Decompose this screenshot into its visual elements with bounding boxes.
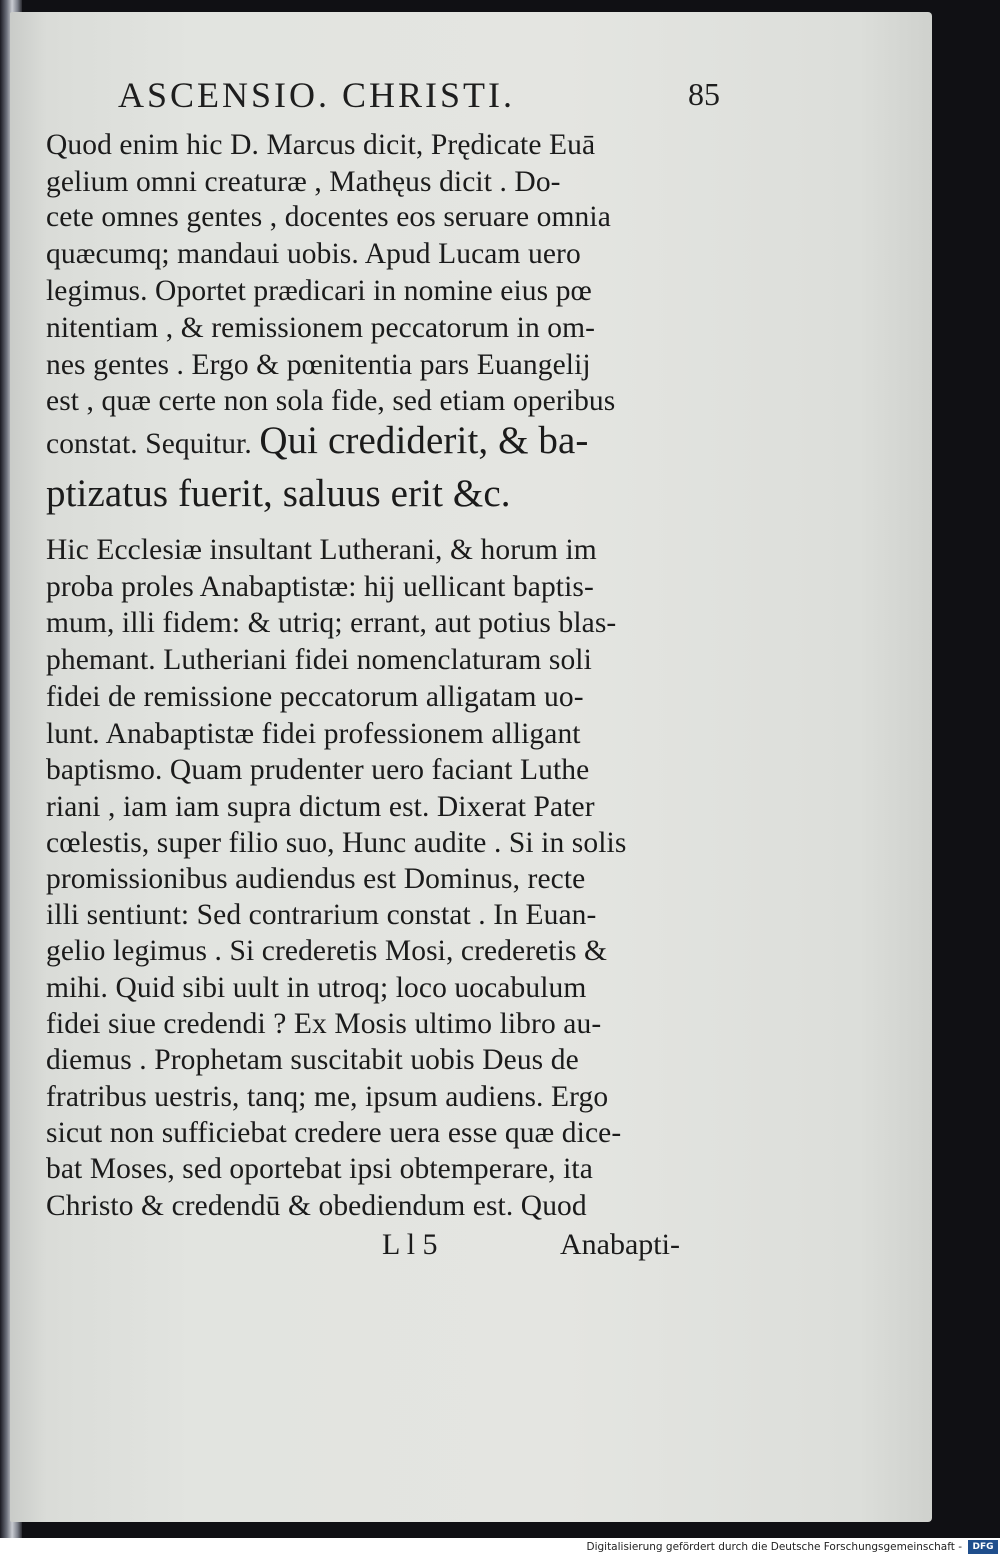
lemma-line xyxy=(46,419,589,462)
body-line-15: diemus . Prophetam suscitabit uobis Deus de xyxy=(46,1044,579,1076)
text-line-5: legimus. Oportet prædicari in nomine eius pœ xyxy=(46,275,592,307)
text-line-8: est , quæ certe non sola fide, sed etiam operibus xyxy=(46,385,616,417)
body-line-10: promissionibus audiendus est Dominus, recte xyxy=(46,863,586,895)
text-line-7: nes gentes . Ergo & pœnitentia pars Euangelij xyxy=(46,349,591,381)
body-line-2: proba proles Anabaptistæ: hij uellicant baptis- xyxy=(46,571,594,603)
body-line-17: sicut non sufficiebat credere uera esse quæ dice- xyxy=(46,1117,622,1149)
lemma-prefix: constat. Sequitur. xyxy=(46,428,252,460)
body-line-18: bat Moses, sed oportebat ipsi obtemperare, ita xyxy=(46,1153,593,1185)
text-line-4: quæcumq; mandaui uobis. Apud Lucam uero xyxy=(46,238,581,270)
body-line-14: fidei siue credendi ? Ex Mosis ultimo libro au- xyxy=(46,1008,602,1040)
dfg-logo: DFG xyxy=(968,1540,998,1554)
body-line-5: fidei de remissione peccatorum alligatam uo- xyxy=(46,681,584,713)
text-line-2: gelium omni creaturæ , Mathęus dicit . Do- xyxy=(46,166,561,198)
body-line-4: phemant. Lutheriani fidei nomenclaturam soli xyxy=(46,644,592,676)
footer-credit: Digitalisierung gefördert durch die Deutsche Forschungsgemeinschaft - xyxy=(586,1541,962,1553)
text-line-6: nitentiam , & remissionem peccatorum in om- xyxy=(46,312,596,344)
text-line-1: Quod enim hic D. Marcus dicit, Prędicate Euā xyxy=(46,129,596,161)
body-line-13: mihi. Quid sibi uult in utroq; loco uocabulum xyxy=(46,972,587,1004)
catchword: Anabapti- xyxy=(560,1228,680,1261)
lemma-text-start: Qui crediderit, & ba- xyxy=(259,419,589,462)
body-line-7: baptismo. Quam prudenter uero faciant Luthe xyxy=(46,754,590,786)
body-line-9: cœlestis, super filio suo, Hunc audite . Si in solis xyxy=(46,827,627,859)
body-line-6: lunt. Anabaptistæ fidei professionem alligant xyxy=(46,718,581,750)
body-line-11: illi sentiunt: Sed contrarium constat . In Euan- xyxy=(46,899,597,931)
body-line-12: gelio legimus . Si crederetis Mosi, crederetis & xyxy=(46,935,608,967)
lemma-text-end: ptizatus fuerit, saluus erit &c. xyxy=(46,472,511,515)
folio-number: 85 xyxy=(688,76,720,112)
body-line-19: Christo & credendū & obediendum est. Quod xyxy=(46,1190,587,1222)
text-line-3: cete omnes gentes , docentes eos seruare omnia xyxy=(46,201,611,233)
body-line-8: riani , iam iam supra dictum est. Dixerat Pater xyxy=(46,791,595,823)
body-line-1: Hic Ecclesiæ insultant Lutherani, & horum im xyxy=(46,534,597,566)
body-line-3: mum, illi fidem: & utriq; errant, aut potius blas- xyxy=(46,607,617,639)
body-line-16: fratribus uestris, tanq; me, ipsum audiens. Ergo xyxy=(46,1081,609,1113)
signature-mark: L l 5 xyxy=(382,1228,438,1261)
running-head: ASCENSIO. CHRISTI. xyxy=(118,75,516,115)
